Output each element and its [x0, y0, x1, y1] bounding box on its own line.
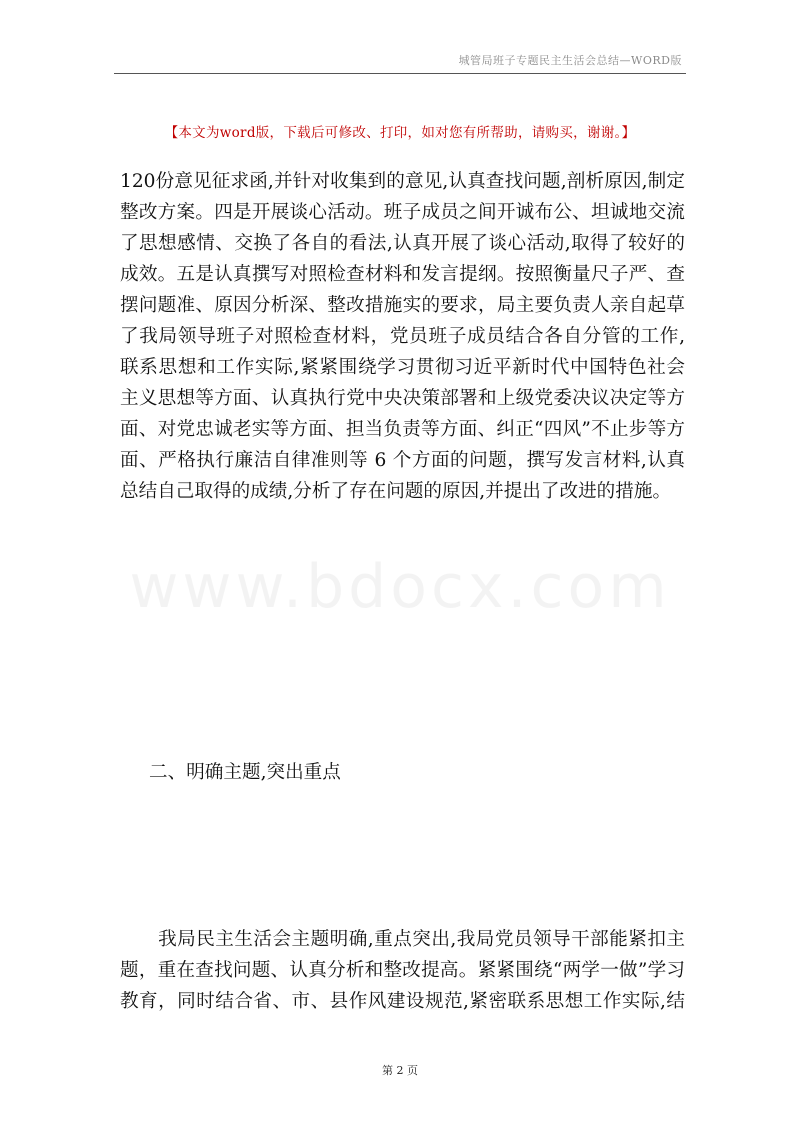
paragraph-line: 了我局领导班子对照检查材料，党员班子成员结合各自分管的工作,	[120, 326, 685, 347]
section-heading: 二、明确主题,突出重点	[149, 762, 341, 783]
body-paragraph-1	[120, 166, 685, 507]
paragraph-line: 题，重在查找问题、认真分析和整改提高。紧紧围绕“两学一做”学习	[120, 960, 685, 981]
paragraph-line: 面、严格执行廉洁自律准则等 6 个方面的问题，撰写发言材料,认真	[120, 450, 685, 471]
paragraph-line: 成效。五是认真撰写对照检查材料和发言提纲。按照衡量尺子严、查	[120, 264, 685, 285]
paragraph-line: 总结自己取得的成绩,分析了存在问题的原因,并提出了改进的措施。	[120, 481, 672, 502]
body-paragraph-2	[120, 924, 685, 1017]
watermark	[0, 552, 800, 622]
header-divider	[114, 73, 686, 74]
paragraph-line: 了思想感情、交换了各自的看法,认真开展了谈心活动,取得了较好的	[120, 233, 685, 254]
download-notice: 【本文为word版，下载后可修改、打印，如对您有所帮助，请购买，谢谢。】	[164, 125, 636, 141]
running-header: 城管局班子专题民主生活会总结—WORD版	[458, 54, 682, 67]
paragraph-line: 我局民主生活会主题明确,重点突出,我局党员领导干部能紧扣主	[120, 929, 685, 950]
paragraph-line: 整改方案。四是开展谈心活动。班子成员之间开诚布公、坦诚地交流	[120, 202, 685, 223]
paragraph-line: 120份意见征求函,并针对收集到的意见,认真查找问题,剖析原因,制定	[120, 171, 685, 192]
paragraph-line: 摆问题准、原因分析深、整改措施实的要求，局主要负责人亲自起草	[120, 295, 685, 316]
paragraph-line: 教育，同时结合省、市、县作风建设规范,紧密联系思想工作实际,结	[120, 991, 685, 1012]
paragraph-line: 主义思想等方面、认真执行党中央决策部署和上级党委决议决定等方	[120, 388, 685, 409]
page-number: 第 2 页	[382, 1064, 418, 1077]
paragraph-line: 面、对党忠诚老实等方面、担当负责等方面、纠正“四风”不止步等方	[120, 419, 685, 440]
paragraph-line: 联系思想和工作实际,紧紧围绕学习贯彻习近平新时代中国特色社会	[120, 357, 685, 378]
